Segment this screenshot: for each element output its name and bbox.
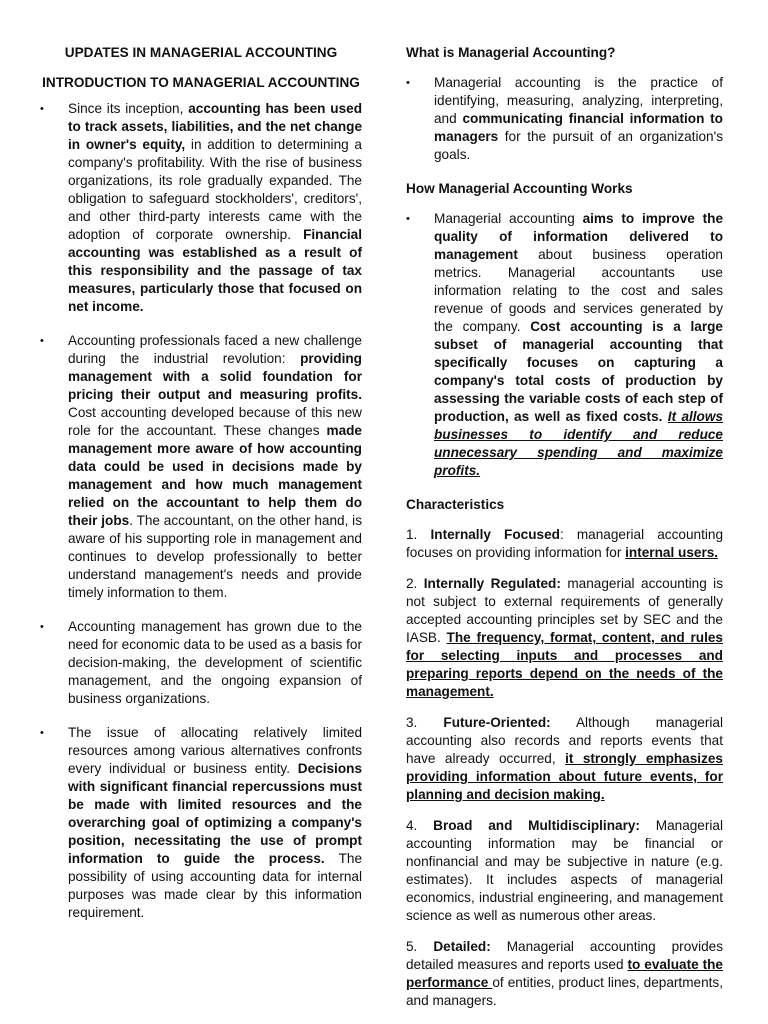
characteristic-label: Detailed: bbox=[433, 939, 491, 954]
bold-text: Cost accounting is a large subset of managerial accounting that specifically focuses on capturing a company's total costs of production by assessing the variable costs of each step of production, as well as fixed costs. bbox=[434, 319, 723, 424]
how-bullet-list bbox=[406, 210, 723, 480]
intro-bullet-list bbox=[40, 100, 362, 922]
what-heading: What is Managerial Accounting? bbox=[406, 45, 616, 60]
item-number: 3. bbox=[406, 715, 444, 730]
body-text: in addition to determining a company's profitability. With the rise of business organizations, its role gradually expanded. The obligation to safeguard stockholders', creditors', and other third-party interests came with the adoption of corporate ownership. bbox=[68, 137, 362, 242]
what-bullet-list bbox=[406, 74, 723, 164]
body-text: for the pursuit of an organization's goals. bbox=[434, 129, 723, 162]
characteristic-label: Internally Regulated: bbox=[423, 576, 561, 591]
body-text: Cost accounting developed because of this new role for the accountant. These changes bbox=[68, 405, 362, 438]
characteristic-label: Future-Oriented: bbox=[443, 715, 551, 730]
item-number: 5. bbox=[406, 939, 434, 954]
list-item bbox=[406, 210, 723, 480]
how-heading: How Managerial Accounting Works bbox=[406, 181, 633, 196]
list-item bbox=[40, 100, 362, 316]
body-text: of entities, product lines, departments, and managers. bbox=[406, 975, 723, 1008]
body-text: Managerial accounting bbox=[434, 211, 583, 226]
characteristic-item bbox=[406, 526, 723, 562]
characteristic-label: Internally Focused bbox=[430, 527, 560, 542]
bold-text: accounting has been used to track assets, liabilities, and the net change in owner's equity, bbox=[68, 101, 362, 152]
characteristic-item bbox=[406, 817, 723, 925]
emphasis-text: it strongly emphasizes providing information about future events, for planning and decision making. bbox=[406, 751, 723, 802]
right-column bbox=[406, 44, 723, 1023]
body-text: Since its inception, bbox=[68, 101, 189, 116]
body-text: Managerial accounting provides detailed measures and reports used bbox=[406, 939, 724, 972]
body-text: about business operation metrics. Managerial accountants use information relating to the cost and sales revenue of goods and services generated by the company. bbox=[434, 247, 723, 334]
bold-text: made management more aware of how accounting data could be used in decisions made by management and how much management relied on the accountant to help them do their jobs bbox=[68, 423, 362, 528]
item-number: 4. bbox=[406, 818, 434, 833]
characteristic-item bbox=[406, 575, 723, 701]
characteristics-heading: Characteristics bbox=[406, 497, 505, 512]
document-title: UPDATES IN MANAGERIAL ACCOUNTING bbox=[64, 45, 338, 60]
body-text: Managerial accounting is the practice of identifying, measuring, analyzing, interpreting, and bbox=[434, 75, 723, 126]
bold-text: providing management with a solid foundation for pricing their output and measuring profits. bbox=[68, 351, 362, 402]
body-text: Accounting professionals faced a new challenge during the industrial revolution: bbox=[68, 333, 362, 366]
body-text: The issue of allocating relatively limited resources among various alternatives confronts every individual or business entity. bbox=[68, 725, 362, 776]
bold-text: Financial accounting was established as a result of this responsibility and the passage of tax measures, particularly those that focused on net income. bbox=[68, 227, 362, 314]
characteristic-item bbox=[406, 938, 723, 1010]
body-text: Managerial accounting information may be financial or nonfinancial and may be subjective in nature (e.g. estimates). It includes aspects of managerial economics, industrial engineering, and management science as well as numerous other areas. bbox=[406, 818, 723, 923]
characteristic-label: Broad and Multidisciplinary: bbox=[433, 818, 640, 833]
list-item bbox=[40, 724, 362, 922]
item-number: 1. bbox=[406, 527, 431, 542]
item-number: 2. bbox=[406, 576, 424, 591]
list-item bbox=[40, 332, 362, 602]
bold-text: aims to improve the quality of information delivered to management bbox=[434, 211, 724, 262]
emphasis-text: It allows businesses to identify and reduce unnecessary spending and maximize profits. bbox=[434, 409, 723, 478]
body-text: . The accountant, on the other hand, is aware of his supporting role in management and continues to develop professionally to better understand management's needs and provide timely information to them. bbox=[68, 513, 362, 600]
list-item bbox=[406, 74, 723, 164]
list-item bbox=[40, 618, 362, 708]
characteristic-item bbox=[406, 714, 723, 804]
bold-text: Decisions with significant financial repercussions must be made with limited resources and the overarching goal of optimizing a company's position, necessitating the use of prompt information to guide the process. bbox=[68, 761, 362, 866]
section-title: INTRODUCTION TO MANAGERIAL ACCOUNTING bbox=[42, 75, 360, 90]
emphasis-text: The frequency, format, content, and rules for selecting inputs and processes and preparing reports depend on the needs of the management. bbox=[406, 630, 723, 699]
body-text: managerial accounting is not subject to external requirements of generally accepted accounting principles set by SEC and the IASB. bbox=[406, 576, 724, 645]
bold-text: communicating financial information to managers bbox=[434, 111, 723, 144]
body-text: : managerial accounting focuses on providing information for bbox=[406, 527, 723, 560]
body-text: Although managerial accounting also records and reports events that have already occurred, bbox=[406, 715, 723, 766]
emphasis-text: to evaluate the performance bbox=[406, 957, 723, 990]
body-text: Accounting management has grown due to the need for economic data to be used as a basis for decision-making, the development of scientific management, and the ongoing expansion of business organizations. bbox=[68, 619, 362, 706]
emphasis-text: internal users. bbox=[625, 545, 719, 560]
body-text: The possibility of using accounting data for internal purposes was made clear by this information requirement. bbox=[68, 851, 362, 920]
left-column bbox=[40, 44, 362, 938]
